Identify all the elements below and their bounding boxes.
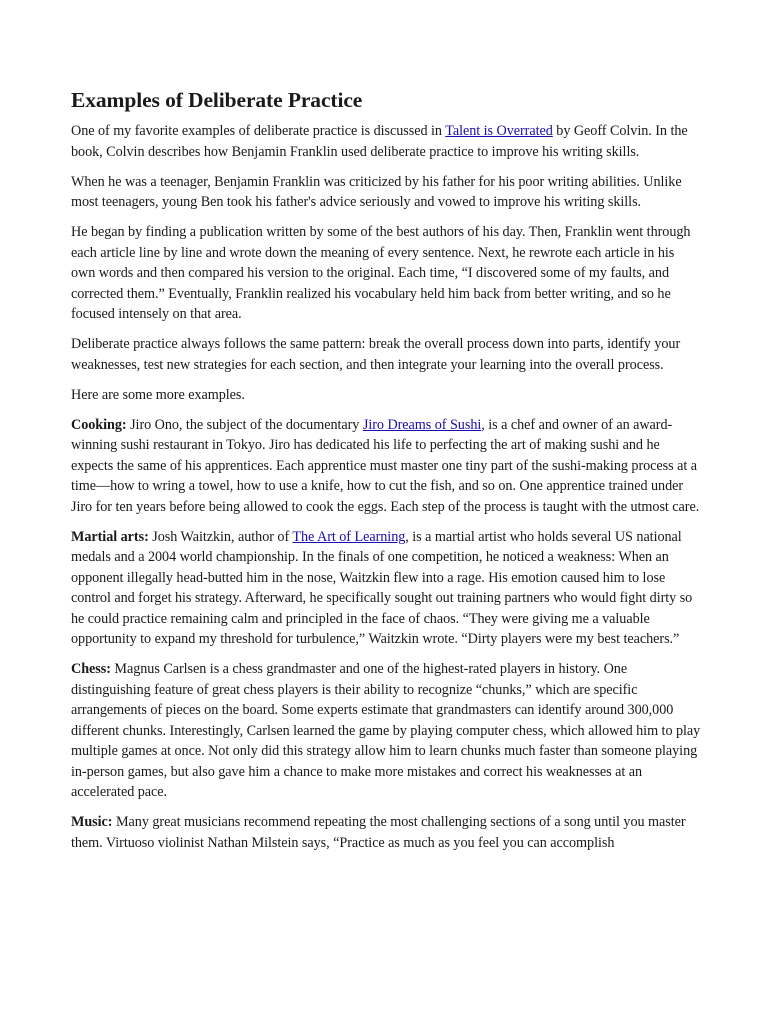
document-page bbox=[71, 84, 701, 863]
cooking-paragraph bbox=[71, 415, 701, 518]
chess-label: Chess: bbox=[71, 661, 111, 677]
cooking-text: Jiro Ono, the subject of the documentary bbox=[126, 416, 363, 433]
more-examples-paragraph: Here are some more examples. bbox=[71, 386, 245, 403]
intro-text: One of my favorite examples of deliberate practice is discussed in bbox=[71, 123, 446, 139]
franklin-method-paragraph: He began by finding a publication written by some of the best authors of his day. Then, Franklin went through each article line by line and wrote down the meaning of every sentence. Next, he rewrote each article in his own words and then compared his version to the original. Each time, “I discovered some of my faults, and corrected them.” Eventually, Franklin realized his vocabulary held him back from better writing, and so he focused intensely on that area. bbox=[71, 224, 691, 322]
cooking-label: Cooking: bbox=[71, 416, 127, 433]
cooking-text-continued: , is a chef and owner of an award-winning sushi restaurant in Tokyo. Jiro has dedicated his life to perfecting the art of making sushi and he expects the same of his apprentices. Each apprentice must master one tiny part of the sushi-making process at a time—how to wring a towel, how to use a knife, how to cut the fish, and so on. One apprentice trained under Jiro for ten years before being allowed to cook the eggs. Each step of the process is taught with the utmost care. bbox=[71, 416, 700, 515]
jiro-dreams-of-sushi-link[interactable]: Jiro Dreams of Sushi bbox=[362, 416, 482, 433]
martial-arts-label: Martial arts: bbox=[71, 528, 149, 545]
art-of-learning-link[interactable]: The Art of Learning bbox=[292, 528, 406, 545]
pattern-paragraph: Deliberate practice always follows the same pattern: break the overall process down into parts, identify your weaknesses, test new strategies for each section, and then integrate your learning into the overall process. bbox=[71, 336, 681, 373]
franklin-teen-paragraph: When he was a teenager, Benjamin Franklin was criticized by his father for his poor writing abilities. Unlike most teenagers, young Ben took his father's advice seriously and vowed to improve his writing skills. bbox=[71, 173, 682, 210]
martial-arts-text: Josh Waitzkin, author of bbox=[148, 528, 293, 545]
martial-arts-paragraph bbox=[71, 527, 701, 650]
talent-is-overrated-link[interactable]: Talent is Overrated bbox=[445, 123, 553, 139]
music-text: Many great musicians recommend repeating the most challenging sections of a song until you master them. Virtuoso violinist Nathan Milstein says, “Practice as much as you feel you can accomplish bbox=[71, 814, 686, 851]
intro-text-continued: by Geoff Colvin. In the book, Colvin describes how Benjamin Franklin used deliberate practice to improve his writing skills. bbox=[71, 123, 688, 160]
chess-text: Magnus Carlsen is a chess grandmaster and one of the highest-rated players in history. One distinguishing feature of great chess players is their ability to recognize “chunks,” which are specific arrangements of pieces on the board. Some experts estimate that grandmasters can identify around 300,000 different chunks. Interestingly, Carlsen learned the game by playing computer chess, which allowed him to play multiple games at once. Not only did this strategy allow him to learn chunks much faster than someone playing in-person games, but also gave him a chance to make more mistakes and correct his weaknesses at an accelerated pace. bbox=[71, 661, 701, 800]
intro-paragraph bbox=[71, 121, 701, 162]
martial-arts-text-continued: , is a martial artist who holds several US national medals and a 2004 world championship. In the finals of one competition, he noticed a weakness: When an opponent illegally head-butted him in the nose, Waitzkin flew into a rage. His emotion caused him to lose control and forget his strategy. Afterward, he specifically sought out training partners who would fight dirty so he could practice remaining calm and principled in the face of chaos. “They were giving me a valuable opportunity to expand my threshold for turbulence,” Waitzkin wrote. “Dirty players were my best teachers.” bbox=[71, 528, 693, 647]
music-paragraph bbox=[71, 812, 701, 853]
music-label: Music: bbox=[71, 814, 113, 830]
page-title: Examples of Deliberate Practice bbox=[71, 88, 363, 112]
chess-paragraph bbox=[71, 659, 701, 803]
